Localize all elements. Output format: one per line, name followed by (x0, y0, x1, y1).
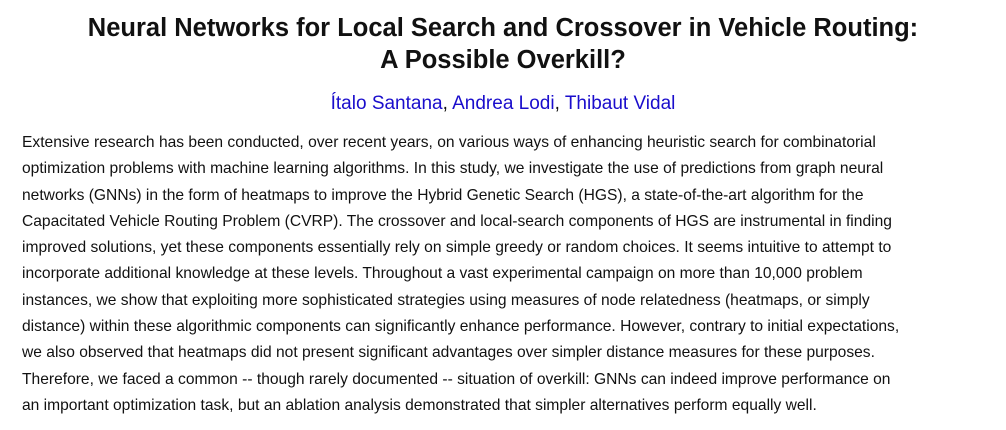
abstract (22, 130, 988, 419)
author-link-italo-santana[interactable]: Ítalo Santana (330, 93, 443, 114)
author-link-andrea-lodi[interactable]: Andrea Lodi (452, 93, 555, 114)
abstract-line: networks (GNNs) in the form of heatmaps to improve the Hybrid Genetic Search (HGS), a state-of-the-art algorithm for the (22, 186, 864, 204)
paper-title (0, 12, 1006, 76)
author-link-thibaut-vidal[interactable]: Thibaut Vidal (564, 93, 676, 114)
abstract-line: optimization problems with machine learning algorithms. In this study, we investigate the use of predictions from graph neural (22, 160, 884, 178)
abstract-line: improved solutions, yet these components essentially rely on simple greedy or random choices. It seems intuitive to attempt to (22, 239, 892, 257)
abstract-line: incorporate additional knowledge at these levels. Throughout a vast experimental campaign on more than 10,000 problem (22, 265, 863, 283)
paper-title-line: Neural Networks for Local Search and Crossover in Vehicle Routing: (87, 14, 919, 42)
abstract-line: Capacitated Vehicle Routing Problem (CVRP). The crossover and local-search components of HGS are instrumental in finding (22, 212, 892, 230)
abstract-line: Extensive research has been conducted, over recent years, on various ways of enhancing heuristic search for combinatorial (22, 134, 876, 151)
abstract-line: distance) within these algorithmic components can significantly enhance performance. However, contrary to initial expectations, (22, 318, 900, 336)
author-separator: , (442, 93, 453, 114)
abstract-line: instances, we show that exploiting more sophisticated strategies using measures of node relatedness (heatmaps, or simply (22, 291, 870, 309)
paper-title-line: A Possible Overkill? (380, 46, 626, 74)
author-list (0, 91, 1006, 117)
abstract-line: we also observed that heatmaps did not present significant advantages over simpler distance measures for these purposes. (22, 344, 875, 362)
abstract-line: Therefore, we faced a common -- though rarely documented -- situation of overkill: GNNs can indeed improve performance on (22, 370, 891, 388)
author-separator: , (554, 93, 565, 114)
abstract-line: an important optimization task, but an ablation analysis demonstrated that simpler alternatives perform equally well. (22, 396, 817, 414)
